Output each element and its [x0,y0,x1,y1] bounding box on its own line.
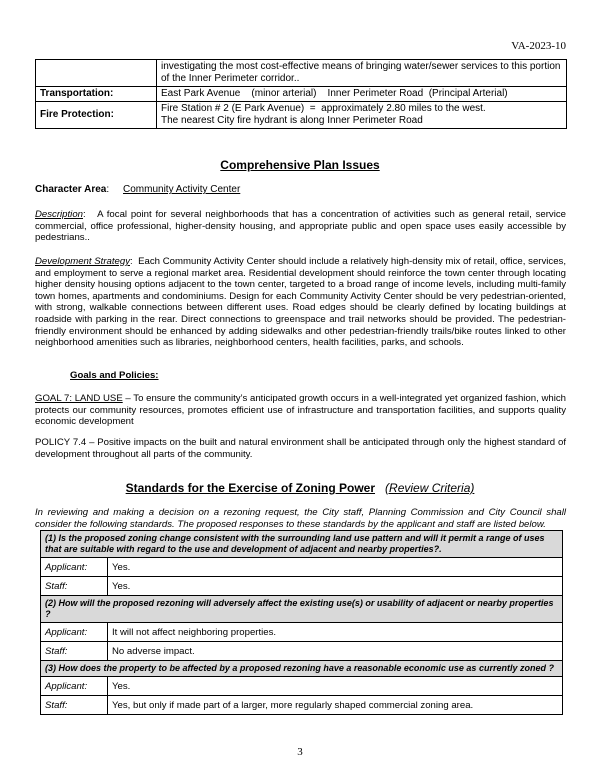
property-info-table [35,59,567,129]
transportation-value: East Park Avenue (minor arterial) Inner Perimeter Road (Principal Arterial) [157,87,567,102]
applicant-label: Applicant: [41,558,108,577]
fire-hydrant-text: The nearest City fire hydrant is along Inner Perimeter Road [161,115,423,126]
review-criteria-label: (Review Criteria) [385,481,475,495]
question-row [41,661,563,677]
fire-station-text: Fire Station # 2 (E Park Avenue) = approximately 2.80 miles to the west. [161,103,486,114]
description-paragraph: Description: A focal point for several neighborhoods that has a concentration of activities such as general retail, service commercial, office professional, higher-density housing, and appropriate public and open space uses easily accessible by pedestrians.. [35,209,566,244]
standards-heading-line [0,481,600,495]
applicant-row [41,558,563,577]
row-value: investigating the most cost-effective means of bringing water/sewer services to this portion of the Inner Perimeter corridor.. [157,60,567,87]
goal-text: – To ensure the community’s anticipated growth occurs in a well-integrated yet organized fashion, which protects our community resources, promotes efficient use of infrastructure and transportation facilities, and supports quality economic development [35,393,566,428]
table-row [36,60,567,87]
applicant-label: Applicant: [41,623,108,642]
staff-label: Staff: [41,696,108,715]
staff-label: Staff: [41,577,108,596]
description-text: A focal point for several neighborhoods that has a concentration of activities such as general retail, service commercial, office professional, higher-density housing, and appropriate public and open space uses easily accessible by pedestrians.. [35,209,566,244]
applicant-row [41,623,563,642]
character-area-label: Character Area [35,184,107,195]
character-area: Character Area: Community Activity Center [35,184,241,195]
page-number: 3 [297,746,303,758]
question-row [41,531,563,558]
strategy-text: Each Community Activity Center should include a relatively high-density mix of retail, office, services, and employment to serve a regional market area. Residential development should reinforce the town center through locating higher density housing options adjacent to the town center, targeted to a broad range of income levels, including multi-family town homes, apartments and condominiums. Design for each Community Activity Center should be very pedestrian-oriented, with strong, walkable connections between different uses. Road edges should be clearly defined by locating buildings at roadside with parking in the rear. Direct connections to greenspace and trail networks should be provided. The pedestrian-friendly environment should be enhanced by adding sidewalks and other pedestrian-friendly trails/bike routes linked to other neighborhood amenities such as libraries, neighborhood centers, health facilities, parks, and schools. [35,256,566,349]
comprehensive-plan-heading: Comprehensive Plan Issues [220,158,380,172]
applicant-answer: Yes. [108,677,563,696]
staff-row [41,577,563,596]
staff-answer: Yes, but only if made part of a larger, more regularly shaped commercial zoning area. [108,696,563,715]
development-strategy-paragraph: Development Strategy: Each Community Activity Center should include a relatively high-density mix of retail, office, services, and employment to serve a regional market area. Residential development should reinforce the town center through locating higher density housing options adjacent to the town center, targeted to a broad range of income levels, including multi-family town homes, apartments and condominiums. Design for each Community Activity Center should be very pedestrian-oriented, with strong, walkable connections between different uses. Road edges should be clearly defined by locating buildings at roadside with parking in the rear. Direct connections to greenspace and trail networks should be provided. The pedestrian-friendly environment should be enhanced by adding sidewalks and other pedestrian-friendly trails/bike routes linked to other neighborhood amenities such as libraries, neighborhood centers, health facilities, parks, and schools. [35,256,566,349]
standards-intro: In reviewing and making a decision on a rezoning request, the City staff, Planning Commission and City Council shall consider the following standards. The proposed responses to these standards by the applicant and staff are listed below. [35,507,566,530]
transportation-label: Transportation: [36,87,157,102]
fire-protection-value [157,102,567,129]
goals-policies-heading: Goals and Policies: [70,370,159,381]
strategy-label: Development Strategy [35,256,130,267]
document-reference: VA-2023-10 [511,40,566,52]
staff-answer: Yes. [108,577,563,596]
staff-row [41,642,563,661]
standards-heading: Standards for the Exercise of Zoning Power [125,481,376,495]
question-text: (3) How does the property to be affected by a proposed rezoning have a reasonable economic use as currently zoned ? [41,661,563,677]
question-text: (1) Is the proposed zoning change consistent with the surrounding land use pattern and will it permit a range of uses that are suitable with regard to the use and development of adjacent and nearby properties?. [41,531,563,558]
applicant-answer: Yes. [108,558,563,577]
goal-label: GOAL 7: LAND USE [35,393,123,404]
character-area-value: Community Activity Center [123,184,241,195]
goal-paragraph [35,393,566,428]
row-label [36,60,157,87]
question-text: (2) How will the proposed rezoning will adversely affect the existing use(s) or usability of adjacent or nearby properties ? [41,596,563,623]
staff-row [41,696,563,715]
table-row [36,87,567,102]
table-row [36,102,567,129]
standards-table [40,530,563,715]
applicant-answer: It will not affect neighboring properties. [108,623,563,642]
applicant-label: Applicant: [41,677,108,696]
fire-protection-label: Fire Protection: [36,102,157,129]
applicant-row [41,677,563,696]
policy-paragraph: POLICY 7.4 – Positive impacts on the built and natural environment shall be anticipated through only the highest standard of development throughout all parts of the community. [35,437,566,460]
staff-label: Staff: [41,642,108,661]
description-label: Description [35,209,83,220]
staff-answer: No adverse impact. [108,642,563,661]
question-row [41,596,563,623]
